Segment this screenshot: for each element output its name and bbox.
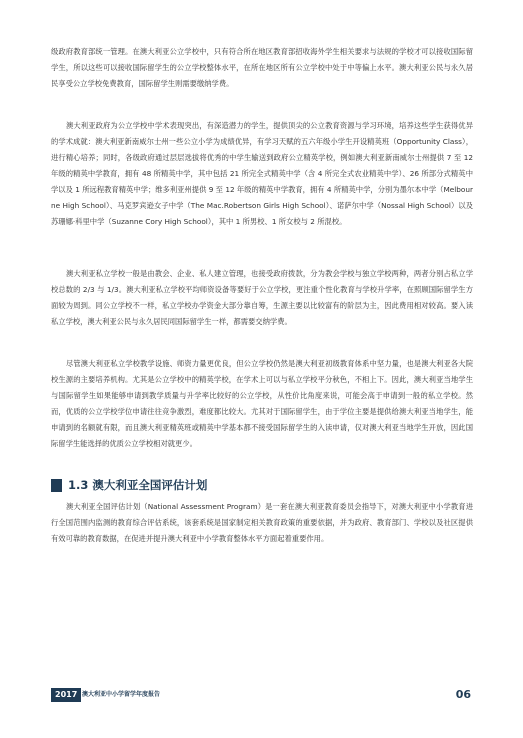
page-footer [51, 688, 473, 704]
body-paragraph-3: 澳大利亚私立学校一般是由教会、企业、私人建立管理，也接受政府拨款，分为教会学校与独立学校两种，两者分别占私立学校总数的 2/3 与 1/3。澳大利亚私立学校平均师资设备等要好于公立学校，更注重个性化教育与学校升学率，在照顾国际留学生方面较为周到。同公立学校不一样，私立学校办学资金大部分靠自筹，生源主要以比较富有的阶层为主，因此费用相对较高。要入读私立学校，澳大利亚公民与永久居民同国际留学生一样，都需要交纳学费。 [51, 269, 473, 326]
footer-report-title: 澳大利亚中小学留学年度报告 [82, 691, 161, 698]
body-paragraph-4: 尽管澳大利亚私立学校教学设施、师资力量更优良，但公立学校仍然是澳大利亚初级教育体系中坚力量，也是澳大利亚各大院校生源的主要培养机构。尤其是公立学校中的精英学校，在学术上可以与私立学校平分秋色，不相上下。因此，澳大利亚当地学生与国际留学生如果能够申请到教学质量与升学率比较好的公立学校，从性价比角度来说，可能会高于申请到一般的私立学校。然而，优质的公立学校学位申请往往竞争激烈，难度都比较大。尤其对于国际留学生，由于学位主要是提供给澳大利亚当地学生，能申请到的名额就有限，而且澳大利亚精英班或精英中学基本都不接受国际留学生的入读申请，仅对澳大利亚当地学生开放，因此国际留学生能选择的优质公立学校相对就更少。 [51, 359, 473, 448]
section-title-text: 1.3 澳大利亚全国评估计划 [68, 478, 208, 492]
section-heading [51, 477, 207, 493]
body-paragraph-5: 澳大利亚全国评估计划（National Assessment Program）是一套在澳大利亚教育委员会指导下，对澳大利亚中小学教育进行全国范围内监测的教育综合评估系统，该套系统是国家制定相关教育政策的重要依据，并为政府、教育部门、学校以及社区提供有效可靠的教育数据，在促进并提升澳大利亚中小学教育整体水平方面起着重要作用。 [51, 502, 473, 543]
footer-year-badge: 2017 [51, 688, 81, 702]
body-paragraph-2: 澳大利亚政府为公立学校中学术表现突出，有深造潜力的学生，提供顶尖的公立教育资源与学习环境，培养这些学生获得优异的学术成就：澳大利亚新南威尔士州一些公立小学为成绩优异，有学习天赋的五六年级小学生开设精英班（Opportunity Class），进行精心培养；同时，各级政府通过层层选拔将优秀的中学生输送到政府公立精英学校，例如澳大利亚新南威尔士州提供 7 至 12 年级的精英中学教育，拥有 48 所精英中学，其中包括 21 所完全式精英中学（含 4 所完全式农业精英中学）、26 所部分式精英中学以及 1 所远程教育精英中学；维多利亚州提供 9 至 12 年级的精英中学教育，拥有 4 所精英中学，分别为墨尔本中学（Melbourne High School）、马克罗宾逊女子中学（The Mac.Robertson Girls High School）、诺萨尔中学（Nossal High School）以及苏珊娜·科里中学（Suzanne Cory High School），其中 1 所男校、1 所女校与 2 所混校。 [51, 121, 473, 226]
page-number: 06 [455, 688, 471, 701]
body-paragraph-1: 级政府教育部统一管理。在澳大利亚公立学校中，只有符合所在地区教育部招收海外学生相关要求与法规的学校才可以接收国际留学生，所以这些可以接收国际留学生的公立学校整体水平，在所在地区所有公立学校中处于中等偏上水平。澳大利亚公民与永久居民享受公立学校免费教育，国际留学生则需要缴纳学费。 [51, 47, 473, 88]
section-marker-icon [51, 479, 62, 492]
